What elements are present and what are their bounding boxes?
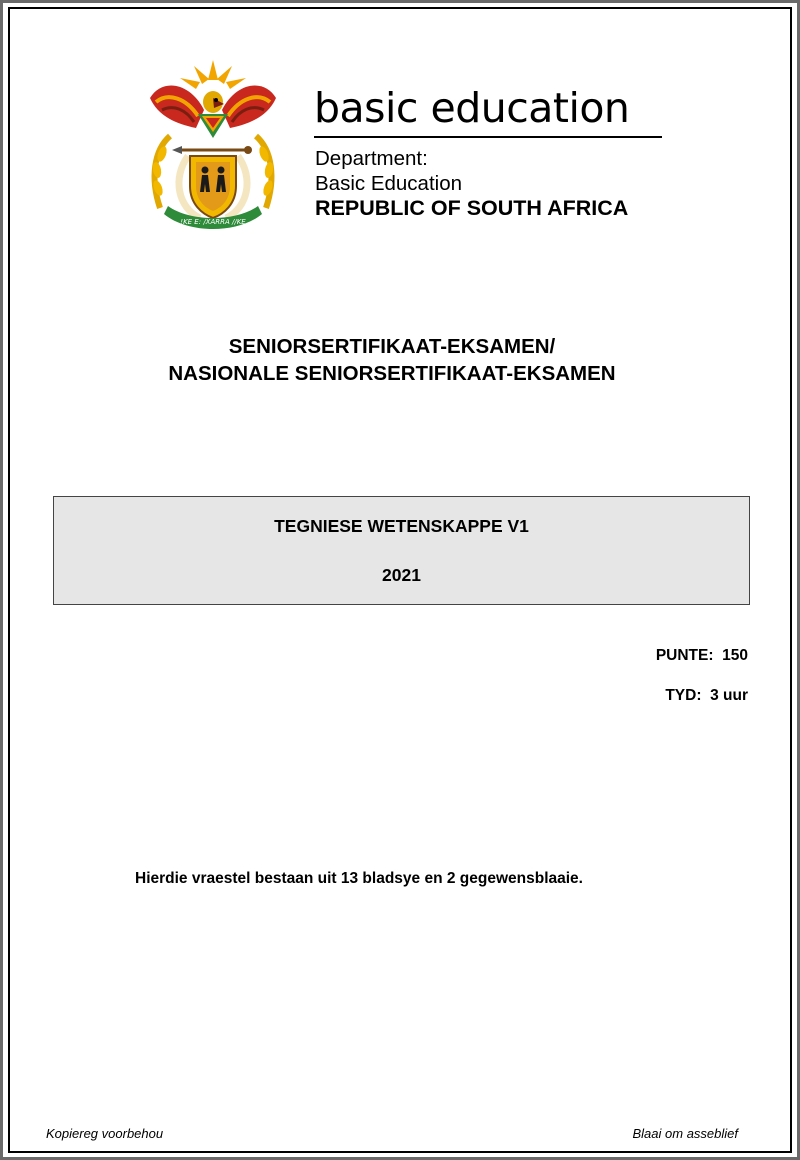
department-label: Department: <box>315 147 428 170</box>
subject-name: TEGNIESE WETENSKAPPE V1 <box>274 516 529 536</box>
footer-copyright: Kopiereg voorbehou <box>46 1126 164 1141</box>
time-label: TYD: 3 uur <box>665 687 748 704</box>
page-count-note: Hierdie vraestel bestaan uit 13 bladsye en 2 gegewensblaaie. <box>135 870 583 887</box>
brand-divider <box>314 136 662 138</box>
department-name: Basic Education <box>315 172 463 195</box>
subject-box <box>53 496 750 605</box>
coat-of-arms-logo <box>142 58 284 236</box>
exam-title-line2: NASIONALE SENIORSERTIFIKAAT-EKSAMEN <box>168 362 616 385</box>
marks-label: PUNTE: 150 <box>655 647 748 664</box>
country-name: REPUBLIC OF SOUTH AFRICA <box>315 196 629 220</box>
brand-title: basic education <box>314 84 630 132</box>
crest-motto: !KE E: /XARRA //KE <box>180 218 246 226</box>
footer-turn-page: Blaai om asseblief <box>632 1126 738 1141</box>
exam-year: 2021 <box>382 565 421 585</box>
exam-title-line1: SENIORSERTIFIKAAT-EKSAMEN/ <box>228 335 556 358</box>
